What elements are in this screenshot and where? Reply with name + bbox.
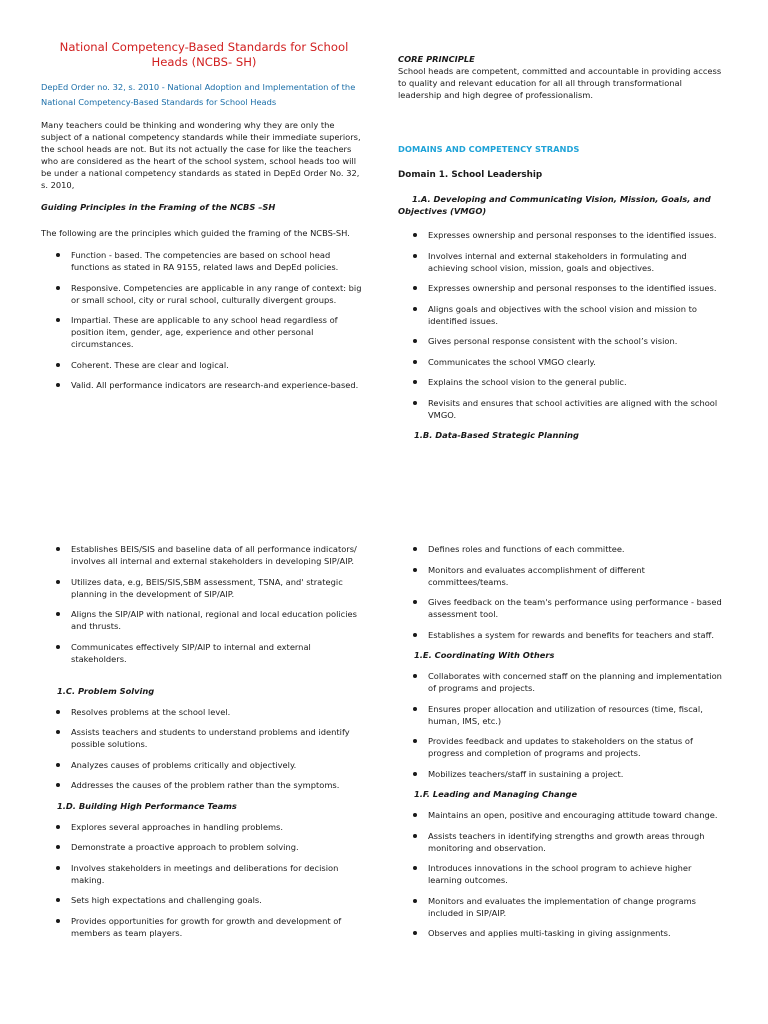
list-item: Involves internal and external stakeholders in formulating and achieving school vision, mission, goals and objectives. <box>428 250 724 274</box>
list-item: Expresses ownership and personal responses to the identified issues. <box>428 229 724 241</box>
vmgo-list <box>398 229 724 421</box>
page2-right-column <box>398 543 724 948</box>
list-item: Sets high expectations and challenging goals. <box>71 894 367 906</box>
list-item: Defines roles and functions of each committee. <box>428 543 724 555</box>
list-item: Establishes BEIS/SIS and baseline data of all performance indicators/ involves all internal and external stakeholders in developing SIP/AIP. <box>71 543 367 567</box>
domains-heading: DOMAINS AND COMPETENCY STRANDS <box>398 144 580 154</box>
list-item: Communicates the school VMGO clearly. <box>428 356 724 368</box>
data-planning-heading: 1.B. Data-Based Strategic Planning <box>414 430 579 440</box>
teams-heading: 1.D. Building High Performance Teams <box>57 800 237 811</box>
principles-intro: The following are the principles which guided the framing of the NCBS-SH. <box>41 228 350 238</box>
leading-change-heading: 1.F. Leading and Managing Change <box>414 789 578 799</box>
list-item: Provides feedback and updates to stakeholders on the status of progress and completion of programs and projects. <box>428 735 724 759</box>
list-item: Ensures proper allocation and utilization of resources (time, fiscal, human, IMS, etc.) <box>428 703 724 727</box>
list-item: Assists teachers in identifying strengths and growth areas through monitoring and observation. <box>428 830 724 854</box>
core-principle-label: CORE PRINCIPLE <box>398 54 475 64</box>
list-item: Coherent. These are clear and logical. <box>71 359 367 371</box>
list-item: Introduces innovations in the school program to achieve higher learning outcomes. <box>428 862 724 886</box>
principles-list <box>41 249 367 391</box>
list-item: Utilizes data, e.g, BEIS/SIS,SBM assessment, TSNA, and' strategic planning in the development of SIP/AIP. <box>71 576 367 600</box>
list-item: Monitors and evaluates accomplishment of different committees/teams. <box>428 564 724 588</box>
list-item: Revisits and ensures that school activities are aligned with the school VMGO. <box>428 397 724 421</box>
list-item: Aligns goals and objectives with the school vision and mission to identified issues. <box>428 303 724 327</box>
problem-solving-heading: 1.C. Problem Solving <box>57 685 155 696</box>
list-item: Demonstrate a proactive approach to problem solving. <box>71 841 367 853</box>
list-item: Observes and applies multi-tasking in giving assignments. <box>428 927 724 939</box>
list-item: Establishes a system for rewards and benefits for teachers and staff. <box>428 629 724 641</box>
list-item: Expresses ownership and personal responses to the identified issues. <box>428 282 724 294</box>
list-item: Gives feedback on the team's performance using performance - based assessment tool. <box>428 596 724 620</box>
list-item: Impartial. These are applicable to any school head regardless of position item, gender, age, experience and other personal circumstances. <box>71 314 367 350</box>
page2-left-column <box>41 543 367 947</box>
list-item: Monitors and evaluates the implementation of change programs included in SIP/AIP. <box>428 895 724 919</box>
list-item: Explains the school vision to the general public. <box>428 376 724 388</box>
list-item: Collaborates with concerned staff on the planning and implementation of programs and projects. <box>428 670 724 694</box>
list-item: Responsive. Competencies are applicable in any range of context: big or small school, city or rural school, culturally divergent groups. <box>71 282 367 306</box>
coordinating-list <box>398 670 724 780</box>
deped-order-subtitle: DepEd Order no. 32, s. 2010 - National Adoption and Implementation of the National Competency-Based Standards for School Heads <box>41 82 356 107</box>
list-item: Addresses the causes of the problem rather than the symptoms. <box>71 779 367 791</box>
page1-right-column <box>398 53 724 450</box>
list-item: Gives personal response consistent with the school’s vision. <box>428 335 724 347</box>
leading-change-list <box>398 809 724 939</box>
data-planning-list <box>41 543 367 665</box>
intro-paragraph: Many teachers could be thinking and wondering why they are only the subject of a national competency standards while their immediate superiors, the school heads are not. But its not actually the case for like the teachers who are considered as the heart of the school system, school heads too will be under a national competency standards as stated in DepEd Order No. 32, s. 2010, <box>41 120 361 190</box>
list-item: Function - based. The competencies are based on school head functions as stated in RA 9155, related laws and DepEd policies. <box>71 249 367 273</box>
list-item: Involves stakeholders in meetings and deliberations for decision making. <box>71 862 367 886</box>
vmgo-heading: 1.A. Developing and Communicating Vision, Mission, Goals, and Objectives (VMGO) <box>398 194 711 216</box>
list-item: Maintains an open, positive and encouraging attitude toward change. <box>428 809 724 821</box>
list-item: Analyzes causes of problems critically and objectively. <box>71 759 367 771</box>
list-item: Assists teachers and students to understand problems and identify possible solutions. <box>71 726 367 750</box>
list-item: Aligns the SIP/AIP with national, regional and local education policies and thrusts. <box>71 608 367 632</box>
principles-heading: Guiding Principles in the Framing of the NCBS –SH <box>41 202 276 212</box>
list-item: Valid. All performance indicators are research-and experience-based. <box>71 379 367 391</box>
list-item: Explores several approaches in handling problems. <box>71 821 367 833</box>
page1-left-column <box>41 40 367 400</box>
teams-continued-list <box>398 543 724 641</box>
core-principle-text: School heads are competent, committed and accountable in providing access to quality and relevant education for all all through transformational leadership and high degree of professionalism. <box>398 66 722 100</box>
document-title: National Competency-Based Standards for School Heads (NCBS- SH) <box>59 40 349 69</box>
list-item: Mobilizes teachers/staff in sustaining a project. <box>428 768 724 780</box>
list-item: Resolves problems at the school level. <box>71 706 367 718</box>
domain1-heading: Domain 1. School Leadership <box>398 170 543 180</box>
problem-solving-list <box>41 706 367 792</box>
list-item: Provides opportunities for growth for growth and development of members as team players. <box>71 915 367 939</box>
list-item: Communicates effectively SIP/AIP to internal and external stakeholders. <box>71 641 367 665</box>
teams-list <box>41 821 367 939</box>
coordinating-heading: 1.E. Coordinating With Others <box>414 650 555 660</box>
